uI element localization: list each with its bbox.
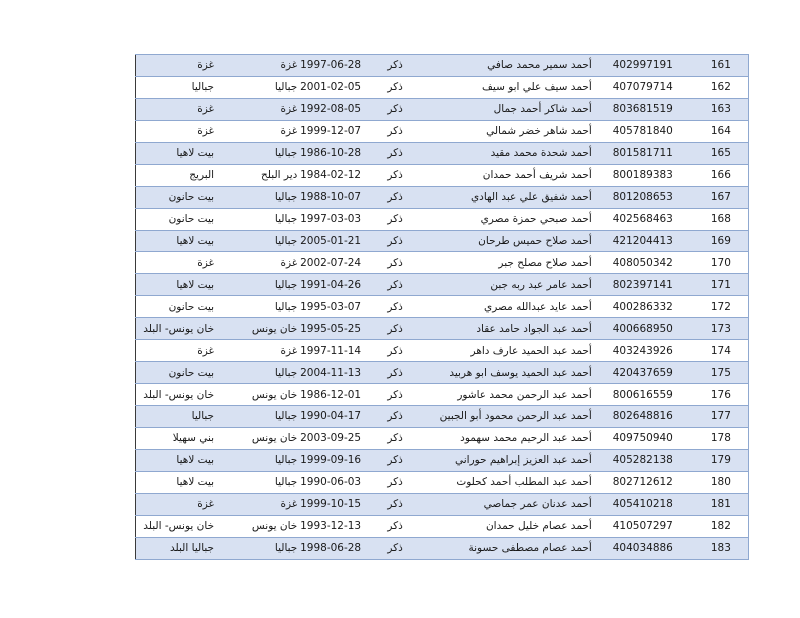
area-cell: خان يونس- البلد bbox=[136, 515, 215, 537]
id-number-cell: 802397141 bbox=[592, 274, 694, 296]
gender-cell: ذكر bbox=[364, 142, 426, 164]
serial-number-cell: 164 bbox=[694, 120, 749, 142]
city-cell: غزة bbox=[214, 55, 297, 77]
full-name-cell: أحمد عصام خليل حمدان bbox=[426, 515, 591, 537]
id-number-cell: 409750940 bbox=[592, 427, 694, 449]
gender-cell: ذكر bbox=[364, 340, 426, 362]
birth-date-cell: 1998-06-28 bbox=[297, 537, 364, 559]
full-name-cell: أحمد عدنان عمر جماصي bbox=[426, 493, 591, 515]
id-number-cell: 402568463 bbox=[592, 208, 694, 230]
id-number-cell: 407079714 bbox=[592, 76, 694, 98]
id-number-cell: 408050342 bbox=[592, 252, 694, 274]
city-cell: جباليا bbox=[214, 142, 297, 164]
table-row bbox=[136, 296, 749, 318]
table-row bbox=[136, 449, 749, 471]
id-number-cell: 400668950 bbox=[592, 318, 694, 340]
area-cell: خان يونس- البلد bbox=[136, 318, 215, 340]
serial-number-cell: 172 bbox=[694, 296, 749, 318]
area-cell: غزة bbox=[136, 340, 215, 362]
area-cell: بيت لاهيا bbox=[136, 230, 215, 252]
full-name-cell: أحمد عبد العزيز إبراهيم حوراني bbox=[426, 449, 591, 471]
serial-number-cell: 165 bbox=[694, 142, 749, 164]
gender-cell: ذكر bbox=[364, 449, 426, 471]
table-row bbox=[136, 164, 749, 186]
id-number-cell: 404034886 bbox=[592, 537, 694, 559]
table-row bbox=[136, 98, 749, 120]
serial-number-cell: 163 bbox=[694, 98, 749, 120]
serial-number-cell: 161 bbox=[694, 55, 749, 77]
gender-cell: ذكر bbox=[364, 274, 426, 296]
full-name-cell: أحمد عبد الحميد يوسف ابو هربيد bbox=[426, 362, 591, 384]
area-cell: بيت حانون bbox=[136, 186, 215, 208]
area-cell: بيت حانون bbox=[136, 362, 215, 384]
gender-cell: ذكر bbox=[364, 362, 426, 384]
gender-cell: ذكر bbox=[364, 296, 426, 318]
city-cell: جباليا bbox=[214, 471, 297, 493]
full-name-cell: أحمد شفيق علي عبد الهادي bbox=[426, 186, 591, 208]
full-name-cell: أحمد صلاح حميس طرحان bbox=[426, 230, 591, 252]
area-cell: غزة bbox=[136, 252, 215, 274]
area-cell: جباليا bbox=[136, 76, 215, 98]
birth-date-cell: 1986-12-01 bbox=[297, 384, 364, 406]
serial-number-cell: 169 bbox=[694, 230, 749, 252]
serial-number-cell: 181 bbox=[694, 493, 749, 515]
gender-cell: ذكر bbox=[364, 406, 426, 428]
serial-number-cell: 177 bbox=[694, 406, 749, 428]
city-cell: جباليا bbox=[214, 274, 297, 296]
id-number-cell: 800616559 bbox=[592, 384, 694, 406]
id-number-cell: 802648816 bbox=[592, 406, 694, 428]
city-cell: جباليا bbox=[214, 76, 297, 98]
birth-date-cell: 1986-10-28 bbox=[297, 142, 364, 164]
serial-number-cell: 171 bbox=[694, 274, 749, 296]
table-row bbox=[136, 406, 749, 428]
gender-cell: ذكر bbox=[364, 318, 426, 340]
gender-cell: ذكر bbox=[364, 55, 426, 77]
id-number-cell: 421204413 bbox=[592, 230, 694, 252]
city-cell: جباليا bbox=[214, 362, 297, 384]
area-cell: بيت حانون bbox=[136, 208, 215, 230]
city-cell: جباليا bbox=[214, 449, 297, 471]
birth-date-cell: 2001-02-05 bbox=[297, 76, 364, 98]
table-row bbox=[136, 142, 749, 164]
table-row bbox=[136, 537, 749, 559]
full-name-cell: أحمد سيف علي ابو سيف bbox=[426, 76, 591, 98]
birth-date-cell: 1990-04-17 bbox=[297, 406, 364, 428]
full-name-cell: أحمد عبد الرحيم محمد سهمود bbox=[426, 427, 591, 449]
serial-number-cell: 178 bbox=[694, 427, 749, 449]
city-cell: غزة bbox=[214, 120, 297, 142]
table-row bbox=[136, 55, 749, 77]
gender-cell: ذكر bbox=[364, 98, 426, 120]
full-name-cell: أحمد شريف أحمد حمدان bbox=[426, 164, 591, 186]
gender-cell: ذكر bbox=[364, 384, 426, 406]
id-number-cell: 803681519 bbox=[592, 98, 694, 120]
id-number-cell: 403243926 bbox=[592, 340, 694, 362]
city-cell: خان يونس bbox=[214, 515, 297, 537]
birth-date-cell: 1999-10-15 bbox=[297, 493, 364, 515]
table-row bbox=[136, 76, 749, 98]
birth-date-cell: 1997-03-03 bbox=[297, 208, 364, 230]
area-cell: بيت لاهيا bbox=[136, 449, 215, 471]
id-number-cell: 802712612 bbox=[592, 471, 694, 493]
area-cell: البريج bbox=[136, 164, 215, 186]
area-cell: جباليا البلد bbox=[136, 537, 215, 559]
serial-number-cell: 173 bbox=[694, 318, 749, 340]
birth-date-cell: 1999-12-07 bbox=[297, 120, 364, 142]
gender-cell: ذكر bbox=[364, 515, 426, 537]
serial-number-cell: 182 bbox=[694, 515, 749, 537]
gender-cell: ذكر bbox=[364, 537, 426, 559]
gender-cell: ذكر bbox=[364, 120, 426, 142]
birth-date-cell: 1988-10-07 bbox=[297, 186, 364, 208]
birth-date-cell: 2003-09-25 bbox=[297, 427, 364, 449]
table-row bbox=[136, 274, 749, 296]
id-number-cell: 400286332 bbox=[592, 296, 694, 318]
serial-number-cell: 174 bbox=[694, 340, 749, 362]
birth-date-cell: 2004-11-13 bbox=[297, 362, 364, 384]
id-number-cell: 801581711 bbox=[592, 142, 694, 164]
city-cell: غزة bbox=[214, 340, 297, 362]
table-row bbox=[136, 186, 749, 208]
serial-number-cell: 162 bbox=[694, 76, 749, 98]
city-cell: خان يونس bbox=[214, 318, 297, 340]
city-cell: دير البلح bbox=[214, 164, 297, 186]
table-row bbox=[136, 384, 749, 406]
full-name-cell: أحمد عبد الرحمن محمد عاشور bbox=[426, 384, 591, 406]
birth-date-cell: 1984-02-12 bbox=[297, 164, 364, 186]
records-table-body bbox=[136, 55, 749, 560]
area-cell: غزة bbox=[136, 493, 215, 515]
birth-date-cell: 1993-12-13 bbox=[297, 515, 364, 537]
table-row bbox=[136, 493, 749, 515]
city-cell: غزة bbox=[214, 98, 297, 120]
city-cell: جباليا bbox=[214, 537, 297, 559]
area-cell: جباليا bbox=[136, 406, 215, 428]
birth-date-cell: 1992-08-05 bbox=[297, 98, 364, 120]
birth-date-cell: 2005-01-21 bbox=[297, 230, 364, 252]
city-cell: جباليا bbox=[214, 186, 297, 208]
birth-date-cell: 1995-05-25 bbox=[297, 318, 364, 340]
city-cell: غزة bbox=[214, 252, 297, 274]
serial-number-cell: 180 bbox=[694, 471, 749, 493]
id-number-cell: 405781840 bbox=[592, 120, 694, 142]
serial-number-cell: 170 bbox=[694, 252, 749, 274]
table-row bbox=[136, 318, 749, 340]
gender-cell: ذكر bbox=[364, 186, 426, 208]
full-name-cell: أحمد سمير محمد صافي bbox=[426, 55, 591, 77]
birth-date-cell: 1991-04-26 bbox=[297, 274, 364, 296]
table-row bbox=[136, 208, 749, 230]
records-table bbox=[135, 54, 749, 560]
city-cell: خان يونس bbox=[214, 427, 297, 449]
table-row bbox=[136, 515, 749, 537]
table-row bbox=[136, 230, 749, 252]
area-cell: غزة bbox=[136, 55, 215, 77]
area-cell: بيت لاهيا bbox=[136, 274, 215, 296]
city-cell: جباليا bbox=[214, 208, 297, 230]
table-row bbox=[136, 427, 749, 449]
full-name-cell: أحمد عامر عبد ربه جبن bbox=[426, 274, 591, 296]
full-name-cell: أحمد صلاح مصلح جبر bbox=[426, 252, 591, 274]
gender-cell: ذكر bbox=[364, 493, 426, 515]
area-cell: بيت حانون bbox=[136, 296, 215, 318]
full-name-cell: أحمد عايد عبدالله مصري bbox=[426, 296, 591, 318]
birth-date-cell: 1999-09-16 bbox=[297, 449, 364, 471]
area-cell: بني سهيلا bbox=[136, 427, 215, 449]
serial-number-cell: 175 bbox=[694, 362, 749, 384]
birth-date-cell: 2002-07-24 bbox=[297, 252, 364, 274]
gender-cell: ذكر bbox=[364, 230, 426, 252]
full-name-cell: أحمد شحدة محمد مقيد bbox=[426, 142, 591, 164]
full-name-cell: أحمد صبحي حمزة مصري bbox=[426, 208, 591, 230]
table-row bbox=[136, 362, 749, 384]
birth-date-cell: 1990-06-03 bbox=[297, 471, 364, 493]
birth-date-cell: 1997-06-28 bbox=[297, 55, 364, 77]
gender-cell: ذكر bbox=[364, 208, 426, 230]
id-number-cell: 800189383 bbox=[592, 164, 694, 186]
gender-cell: ذكر bbox=[364, 76, 426, 98]
city-cell: خان يونس bbox=[214, 384, 297, 406]
full-name-cell: أحمد عبد الجواد حامد عقاد bbox=[426, 318, 591, 340]
city-cell: جباليا bbox=[214, 230, 297, 252]
table-row bbox=[136, 340, 749, 362]
gender-cell: ذكر bbox=[364, 252, 426, 274]
gender-cell: ذكر bbox=[364, 164, 426, 186]
area-cell: غزة bbox=[136, 98, 215, 120]
city-cell: غزة bbox=[214, 493, 297, 515]
id-number-cell: 405410218 bbox=[592, 493, 694, 515]
full-name-cell: أحمد شاهر خضر شمالي bbox=[426, 120, 591, 142]
serial-number-cell: 167 bbox=[694, 186, 749, 208]
full-name-cell: أحمد شاكر أحمد جمال bbox=[426, 98, 591, 120]
table-row bbox=[136, 471, 749, 493]
table-row bbox=[136, 120, 749, 142]
id-number-cell: 420437659 bbox=[592, 362, 694, 384]
city-cell: جباليا bbox=[214, 406, 297, 428]
id-number-cell: 801208653 bbox=[592, 186, 694, 208]
serial-number-cell: 166 bbox=[694, 164, 749, 186]
full-name-cell: أحمد عصام مصطفى حسونة bbox=[426, 537, 591, 559]
id-number-cell: 402997191 bbox=[592, 55, 694, 77]
gender-cell: ذكر bbox=[364, 427, 426, 449]
full-name-cell: أحمد عبد الرحمن محمود أبو الجبين bbox=[426, 406, 591, 428]
area-cell: غزة bbox=[136, 120, 215, 142]
serial-number-cell: 183 bbox=[694, 537, 749, 559]
serial-number-cell: 179 bbox=[694, 449, 749, 471]
birth-date-cell: 1997-11-14 bbox=[297, 340, 364, 362]
gender-cell: ذكر bbox=[364, 471, 426, 493]
area-cell: خان يونس- البلد bbox=[136, 384, 215, 406]
id-number-cell: 410507297 bbox=[592, 515, 694, 537]
table-row bbox=[136, 252, 749, 274]
serial-number-cell: 168 bbox=[694, 208, 749, 230]
birth-date-cell: 1995-03-07 bbox=[297, 296, 364, 318]
area-cell: بيت لاهيا bbox=[136, 471, 215, 493]
full-name-cell: أحمد عبد الحميد عارف داهر bbox=[426, 340, 591, 362]
area-cell: بيت لاهيا bbox=[136, 142, 215, 164]
full-name-cell: أحمد عبد المطلب أحمد كحلوت bbox=[426, 471, 591, 493]
city-cell: جباليا bbox=[214, 296, 297, 318]
serial-number-cell: 176 bbox=[694, 384, 749, 406]
id-number-cell: 405282138 bbox=[592, 449, 694, 471]
